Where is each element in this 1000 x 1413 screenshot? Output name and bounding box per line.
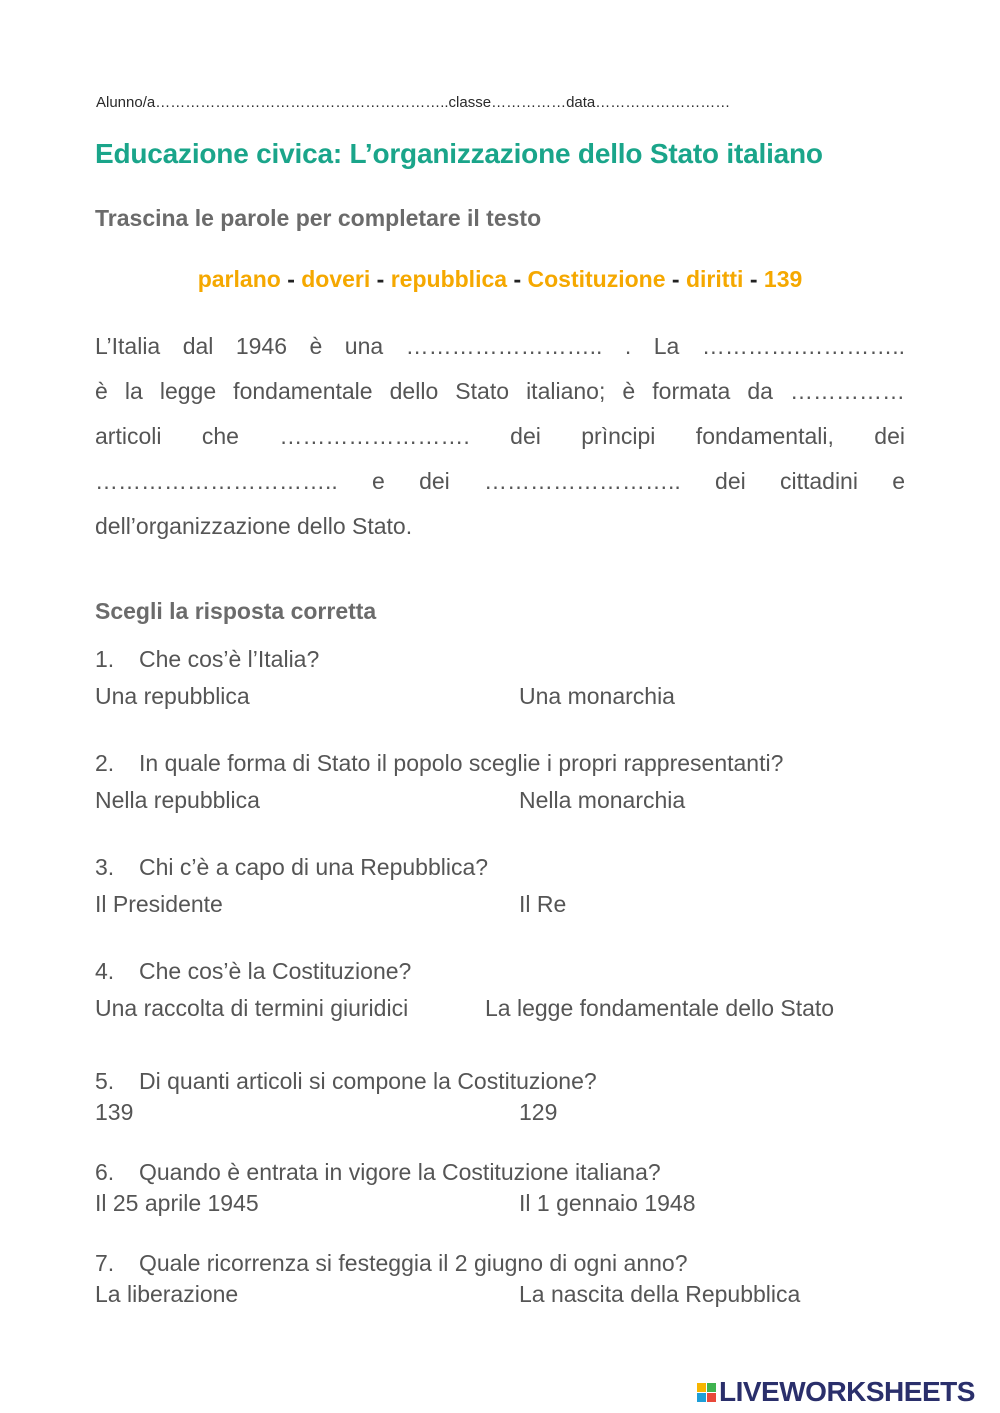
- question-text: Che cos’è la Costituzione?: [139, 958, 412, 984]
- word-separator: -: [671, 266, 680, 292]
- question-6: [95, 1159, 661, 1186]
- answer-option[interactable]: Il 1 gennaio 1948: [519, 1190, 696, 1216]
- question-5: [95, 1068, 597, 1095]
- question-text: Quando è entrata in vigore la Costituzione italiana?: [139, 1159, 661, 1185]
- draggable-word[interactable]: Costituzione: [527, 266, 666, 292]
- paragraph-line: articoli che ……………………. dei prìncipi fondamentali, dei: [95, 423, 905, 449]
- draggable-word[interactable]: doveri: [301, 266, 371, 292]
- answer-option[interactable]: La nascita della Repubblica: [519, 1281, 801, 1307]
- question-number: 1.: [95, 646, 115, 672]
- logo-tile: [707, 1393, 716, 1402]
- question-number: 3.: [95, 854, 115, 880]
- question-2: [95, 750, 783, 777]
- logo-tile: [707, 1383, 716, 1392]
- word-separator: -: [749, 266, 758, 292]
- drag-instructions-heading: Trascina le parole per completare il testo: [95, 205, 542, 231]
- answer-option[interactable]: Nella monarchia: [519, 787, 686, 813]
- page-title: Educazione civica: L’organizzazione dello Stato italiano: [95, 138, 823, 169]
- question-number: 5.: [95, 1068, 115, 1094]
- question-1: [95, 646, 319, 673]
- paragraph-line: L’Italia dal 1946 è una …………………….. . La ………….…………..: [95, 333, 905, 359]
- paragraph-line: è la legge fondamentale dello Stato italiano; è formata da ……………: [95, 378, 905, 404]
- logo-tiles-icon: [697, 1383, 716, 1402]
- answer-option[interactable]: Una monarchia: [519, 683, 675, 709]
- word-bank: [0, 266, 1000, 293]
- answer-option[interactable]: 139: [95, 1099, 134, 1125]
- answer-option[interactable]: 129: [519, 1099, 558, 1125]
- word-separator: -: [513, 266, 522, 292]
- question-text: Di quanti articoli si compone la Costituzione?: [139, 1068, 597, 1094]
- word-separator: -: [376, 266, 385, 292]
- question-number: 4.: [95, 958, 115, 984]
- logo-tile: [697, 1393, 706, 1402]
- answer-option[interactable]: La liberazione: [95, 1281, 239, 1307]
- logo-tile: [697, 1383, 706, 1392]
- fill-in-paragraph: [95, 324, 905, 549]
- draggable-word[interactable]: 139: [763, 266, 803, 292]
- draggable-word[interactable]: parlano: [197, 266, 281, 292]
- question-4: [95, 958, 411, 985]
- question-text: In quale forma di Stato il popolo sceglie i propri rappresentanti?: [139, 750, 784, 776]
- question-text: Quale ricorrenza si festeggia il 2 giugno di ogni anno?: [139, 1250, 688, 1276]
- paragraph-line: ………………………….. e dei …………………….. dei cittadini e: [95, 468, 905, 494]
- draggable-word[interactable]: diritti: [685, 266, 744, 292]
- paragraph-line: dell’organizzazione dello Stato.: [95, 513, 413, 539]
- answer-option[interactable]: Una repubblica: [95, 683, 250, 709]
- answer-option[interactable]: La legge fondamentale dello Stato: [485, 995, 835, 1021]
- answer-option[interactable]: Nella repubblica: [95, 787, 260, 813]
- question-3: [95, 854, 488, 881]
- question-number: 2.: [95, 750, 115, 776]
- answer-option[interactable]: Il Re: [519, 891, 567, 917]
- question-number: 7.: [95, 1250, 115, 1276]
- draggable-word[interactable]: repubblica: [390, 266, 508, 292]
- brand-name: LIVEWORKSHEETS: [719, 1376, 975, 1407]
- question-number: 6.: [95, 1159, 115, 1185]
- quiz-heading: Scegli la risposta corretta: [95, 598, 377, 624]
- question-7: [95, 1250, 688, 1277]
- question-text: Chi c’è a capo di una Repubblica?: [139, 854, 489, 880]
- answer-option[interactable]: Una raccolta di termini giuridici: [95, 995, 409, 1021]
- liveworksheets-logo: [697, 1376, 975, 1408]
- student-info-line: Alunno/a…………………………………………………..classe……………data………………………: [96, 94, 731, 111]
- answer-option[interactable]: Il 25 aprile 1945: [95, 1190, 259, 1216]
- question-text: Che cos’è l’Italia?: [139, 646, 320, 672]
- answer-option[interactable]: Il Presidente: [95, 891, 223, 917]
- word-separator: -: [287, 266, 295, 292]
